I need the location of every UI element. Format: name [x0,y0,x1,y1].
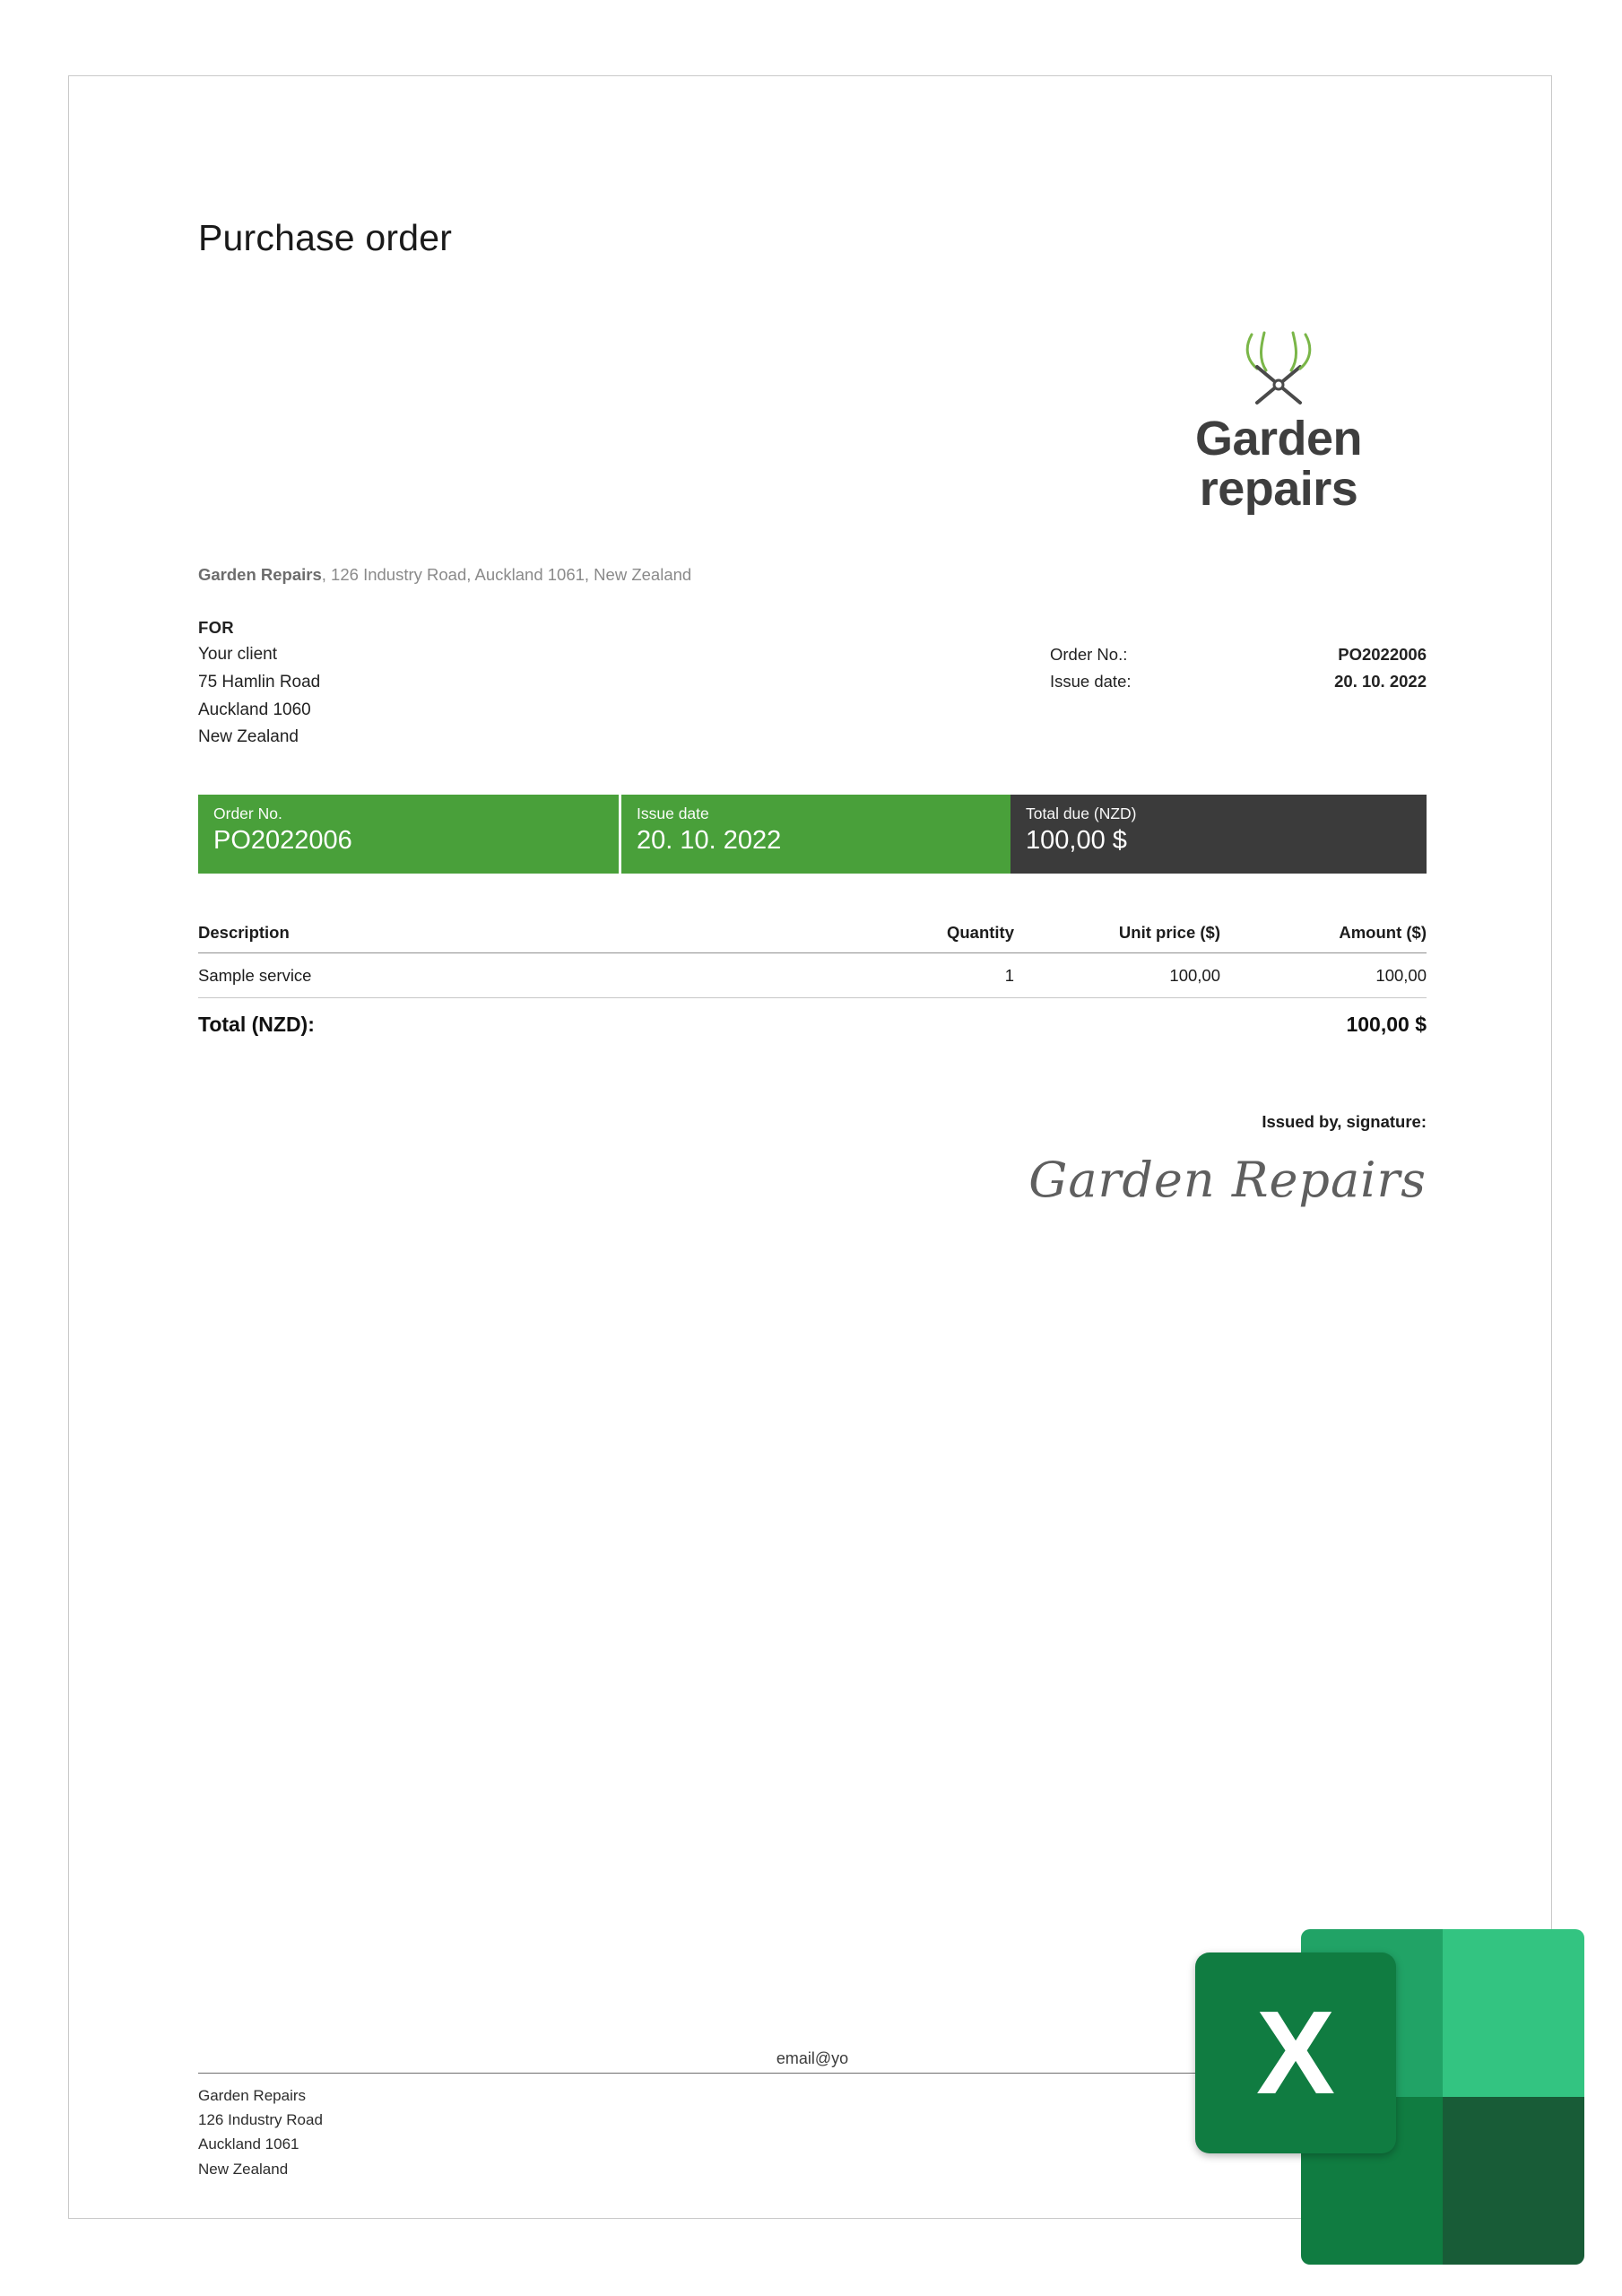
footer-address-line: Auckland 1061 [198,2135,299,2153]
col-header-amount: Amount ($) [1339,923,1427,942]
meta-value-order-no: PO2022006 [1338,645,1427,664]
col-header-quantity: Quantity [946,923,1014,942]
excel-file-icon[interactable] [1255,1929,1584,2265]
meta-row-order-no [1050,641,1427,668]
logo-text-line1: Garden [1194,412,1363,465]
excel-quadrant [1443,1929,1584,2097]
signature-label: Issued by, signature: [1262,1112,1427,1131]
band-total-due [1010,795,1427,874]
company-name: Garden Repairs [198,565,322,584]
excel-x-tile [1195,1952,1396,2153]
bill-to-block [198,614,320,752]
total-value: 100,00 $ [1346,1013,1427,1036]
table-header-row [198,923,1427,953]
col-header-unit-price: Unit price ($) [1118,923,1220,942]
document-content [198,76,1427,2218]
company-address-rest: , 126 Industry Road, Auckland 1061, New Zealand [321,565,692,584]
meta-label-issue-date: Issue date: [1050,671,1132,691]
cell-quantity: 1 [1004,966,1014,985]
band-total-due-label: Total due (NZD) [1026,804,1137,822]
summary-band [198,795,1427,874]
excel-x-glyph: X [1255,1987,1336,2118]
meta-label-order-no: Order No.: [1050,645,1128,664]
document-page [68,75,1552,2219]
crossed-garden-tools-icon [1131,327,1427,410]
band-issue-date-label: Issue date [637,804,709,822]
total-label: Total (NZD): [198,1013,315,1036]
band-issue-date [619,795,1010,874]
logo-text-line2: repairs [1199,462,1358,517]
bill-to-line: 75 Hamlin Road [198,672,321,691]
signature-block [853,1112,1427,1208]
meta-value-issue-date: 20. 10. 2022 [1334,671,1427,691]
footer-email: email@yo [776,2049,849,2067]
band-issue-date-value: 20. 10. 2022 [637,826,782,855]
meta-row-issue-date [1050,668,1427,695]
cell-description: Sample service [198,966,312,985]
table-row [198,953,1427,998]
company-address-line [198,565,691,585]
table-total-row [198,998,1427,1037]
bill-to-label: FOR [198,618,234,637]
footer-address-line: 126 Industry Road [198,2111,323,2129]
band-order-no [198,795,619,874]
order-meta [1050,641,1427,695]
band-order-no-label: Order No. [213,804,282,822]
band-order-no-value: PO2022006 [213,826,352,855]
cell-amount: 100,00 [1375,966,1427,985]
items-table [198,923,1427,1037]
signature-name: Garden Repairs [1028,1152,1427,1208]
bill-to-line: Auckland 1060 [198,700,311,719]
company-logo [1131,327,1427,517]
col-header-description: Description [198,923,290,942]
footer-address-line: New Zealand [198,2160,289,2178]
bill-to-line: New Zealand [198,727,299,747]
cell-unit-price: 100,00 [1169,966,1220,985]
band-total-due-value: 100,00 $ [1026,826,1127,855]
bill-to-line: Your client [198,644,278,664]
page-title: Purchase order [198,217,453,258]
footer-address [198,2083,323,2181]
excel-quadrant [1443,2097,1584,2265]
footer-address-line: Garden Repairs [198,2087,307,2104]
